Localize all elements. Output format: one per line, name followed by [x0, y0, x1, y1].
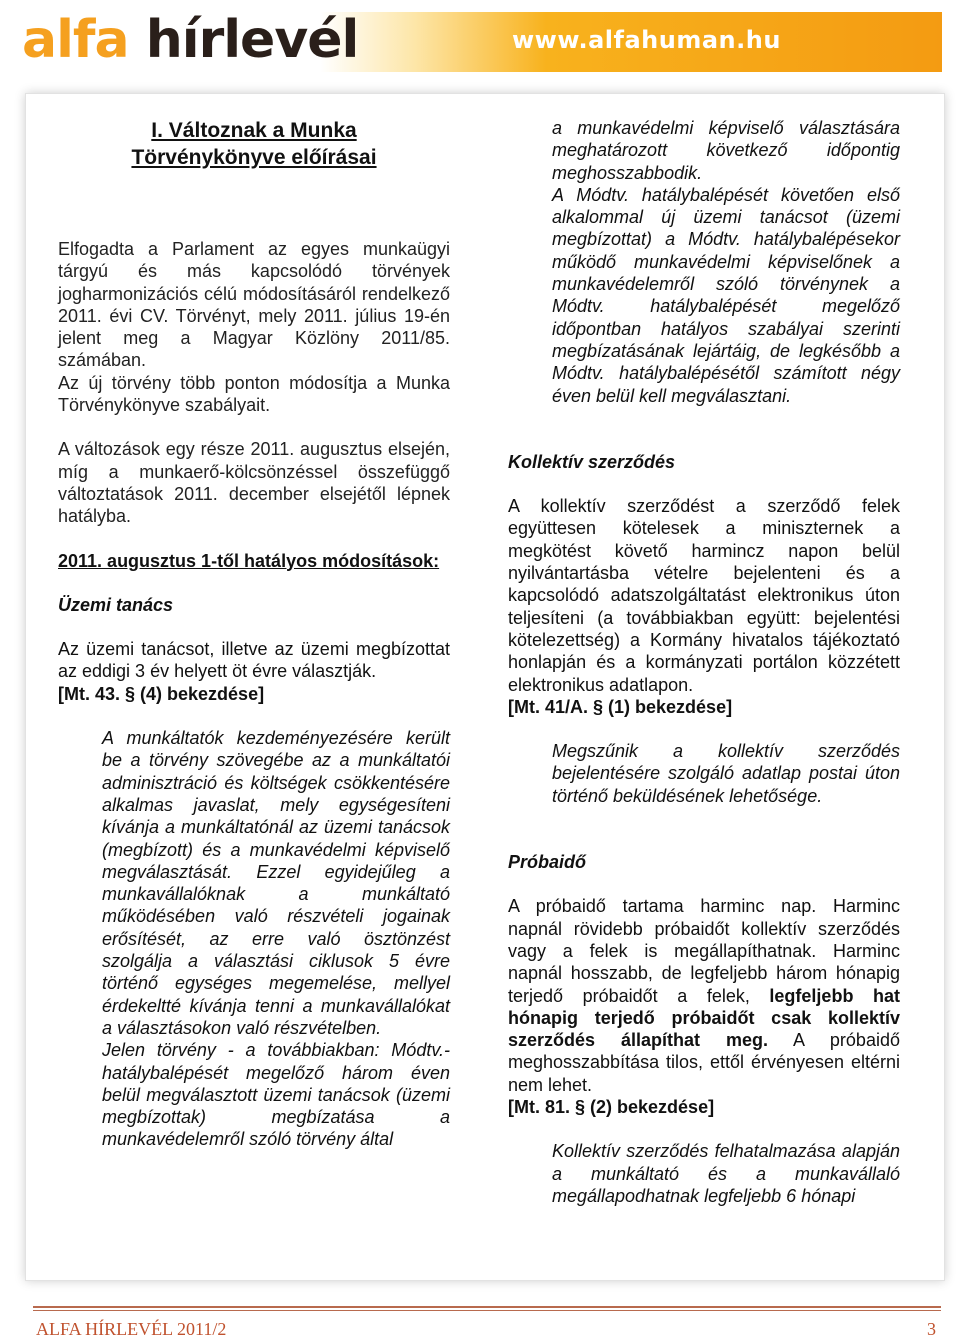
quote-continued-1: a munkavédelmi képviselő választására meghatározott következő időpontig meghosszabbodik. — [552, 118, 900, 183]
intro-paragraph-2: Az új törvény több ponton módosítja a Munka Törvénykönyve szabályait. — [58, 372, 450, 416]
legal-reference-3: [Mt. 81. § (2) bekezdése] — [508, 1096, 715, 1117]
effective-heading: 2011. augusztus 1-től hatályos módosítások: — [58, 550, 440, 571]
quote-block-2 — [552, 740, 900, 807]
trial-text-bold: legfeljebb hat hónapig terjedő próbaidőt csak kollektív szerződés állapíthat meg. — [508, 985, 901, 1051]
left-column — [58, 117, 450, 1151]
quote-block-1 — [102, 727, 450, 1151]
changes-paragraph: A változások egy része 2011. augusztus elsején, míg a munkaerő-kölcsönzéssel összefüggő változtatások 2011. december elsejétől lépnek hatályba. — [58, 439, 450, 527]
trial-text-2: A próbaidő meghosszabbítása tilos, ettől érvényesen eltérni nem lehet. — [508, 1030, 900, 1095]
footer-rule-bottom — [33, 1310, 941, 1311]
collective-agreement-heading: Kollektív szerződés — [508, 451, 676, 472]
legal-reference-2: [Mt. 41/A. § (1) bekezdése] — [508, 696, 733, 717]
header-url[interactable]: www.alfahuman.hu — [512, 26, 781, 54]
quote-block-3 — [552, 1140, 900, 1207]
trial-period-paragraph — [508, 895, 900, 1096]
footer-rule-top — [33, 1306, 941, 1308]
footer-publication: ALFA HÍRLEVÉL 2011/2 — [36, 1319, 227, 1339]
intro-paragraph: Elfogadta a Parlament az egyes munkaügyi tárgyú és más kapcsolódó törvények jogharmonizációs célú módosításáról rendelkező 2011. évi CV. Törvényt, mely 2011. július 19-én jelent meg a Magyar Közlöny 2011/85. számában. — [58, 239, 450, 371]
section-title-line1: I. Változnak a Munka — [151, 119, 357, 142]
quote-block-continued — [552, 117, 900, 407]
logo-word-hirlevel: hírlevél — [145, 10, 359, 70]
quote-paragraph-3: Megszűnik a kollektív szerződés bejelentésére szolgáló adatlap postai úton történő beküldésének lehetősége. — [552, 741, 900, 806]
trial-period-heading: Próbaidő — [508, 852, 587, 873]
alfa-hirlevel-logo — [22, 10, 358, 70]
quote-continued-2: A Módtv. hatálybalépését követően első alkalommal új üzemi tanácsot (üzemi megbízottat) a Módtv. hatálybalépésekor működő munkavédelmi képviselőnek a munkavédelemről szóló törvénynek a Módtv. hatálybalépését megelőző időpontban hatályos szabályai szerinti megbízatásának lejártáig, de legkésőbb a Módtv. hatálybalépésétől számított négy éven belül kell megválasztani. — [552, 184, 900, 406]
right-column — [508, 117, 900, 1207]
trial-text-1: A próbaidő tartama harminc nap. Harminc napnál rövidebb próbaidőt kollektív szerződés vagy a felek is megállapíthatnak. Harminc napnál hosszabb, de legfeljebb három hónapig terjedő próbaidőt a felek, — [508, 896, 900, 1006]
works-council-paragraph: Az üzemi tanácsot, illetve az üzemi megbízottat az eddigi 3 év helyett öt évre választják. — [58, 639, 450, 682]
logo-word-alfa: alfa — [22, 10, 146, 70]
quote-paragraph-4: Kollektív szerződés felhatalmazása alapján a munkáltató és a munkavállaló megállapodhatnak legfeljebb 6 hónapi — [552, 1141, 900, 1206]
quote-paragraph-1: A munkáltatók kezdeményezésére került be a törvény szövegébe az a munkáltatói adminisztráció és költségek csökkentésére alkalmas javaslat, mely egységesíteni kívánja a munkáltatónál az üzemi tanácsok (megbízott) és a munkavédelmi képviselő megválasztását. Ezzel egyidejűleg a munkavállalóknak a munkáltató működésében való részvételi jogainak erősítését, az erre való ösztönzést szolgálja a választási ciklusok 5 évre történő egységes megemelése, mellyel érdekeltté kívánja tenni a munkavállalókat a választásokon való részvételben. — [102, 728, 450, 1038]
works-council-heading: Üzemi tanács — [58, 594, 174, 615]
quote-paragraph-2: Jelen törvény - a továbbiakban: Módtv.- hatálybalépését megelőző három éven belül megválasztott üzemi tanácsok (üzemi megbízottak) megbízatása a munkavédelemről szóló törvény által — [102, 1040, 450, 1150]
section-title — [58, 117, 450, 171]
section-title-line2: Törvénykönyve előírásai — [131, 146, 377, 169]
page-header — [0, 0, 960, 88]
legal-reference-1: [Mt. 43. § (4) bekezdése] — [58, 683, 265, 704]
page-number: 3 — [927, 1319, 936, 1339]
collective-agreement-paragraph: A kollektív szerződést a szerződő felek együttesen kötelesek a miniszternek a megkötést követő harmincz napon belül nyilvántartásba vételre bejelenteni és a kapcsolódó adatszolgáltatást elektronikus úton teljesíteni (a továbbiakban együtt: bejelentési kötelezettség) a Kormány hivatalos tájékoztató honlapján és a kormányzati portálon közzétett elektronikus adatlapon. — [508, 496, 900, 695]
